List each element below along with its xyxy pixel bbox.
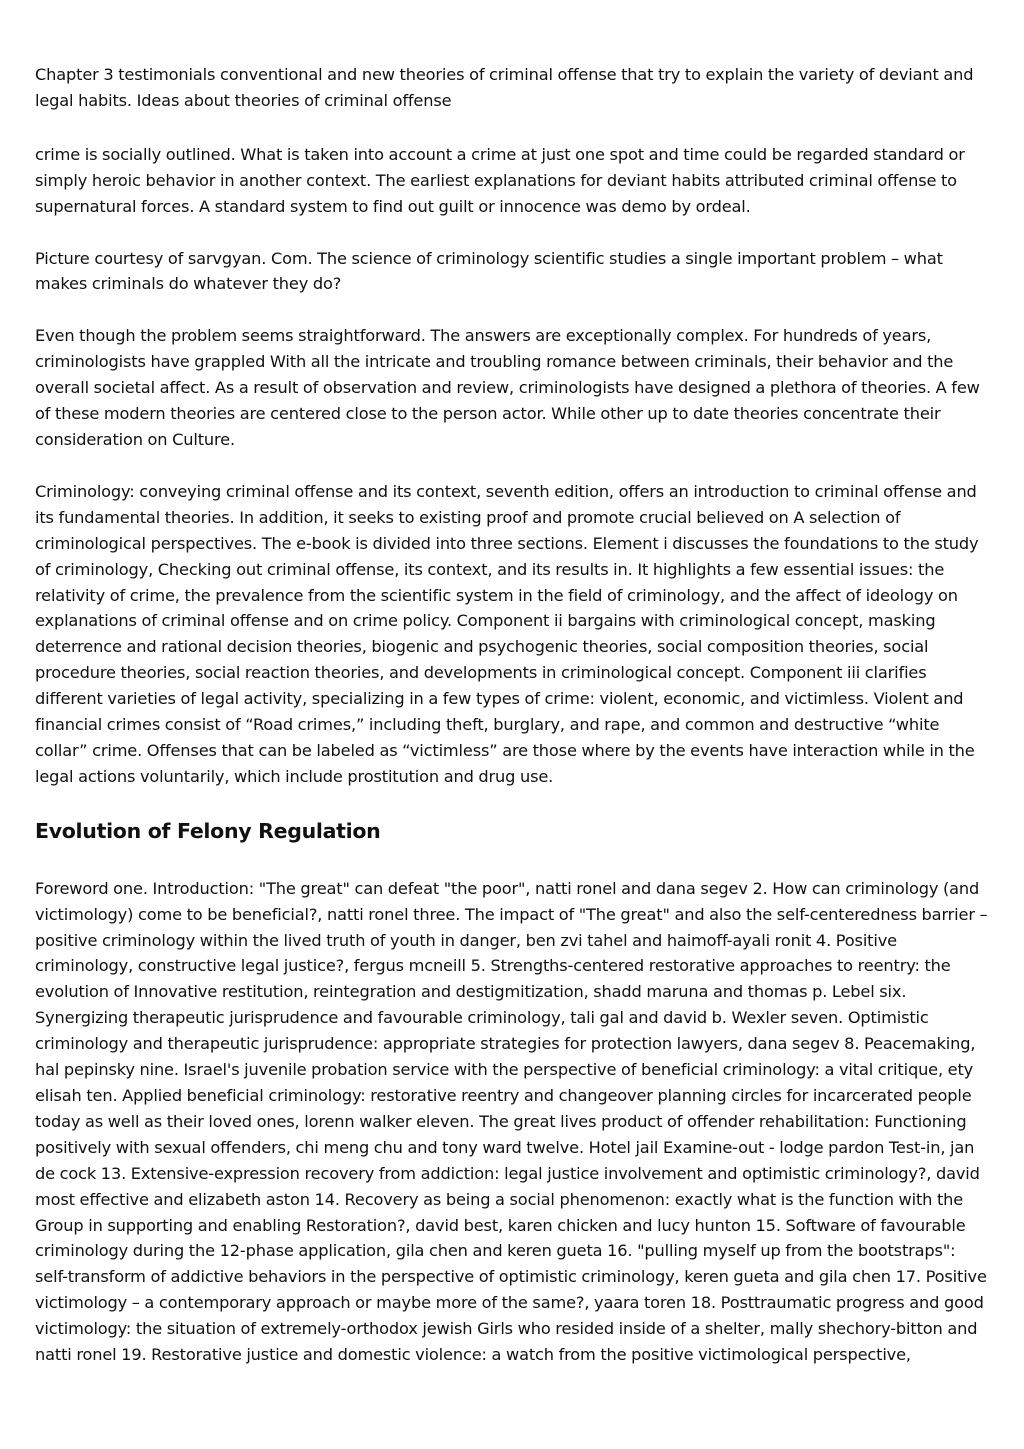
paragraph-picture-courtesy: Picture courtesy of sarvgyan. Com. The science of criminology scientific studies a single important problem – what makes criminals do whatever they do? — [35, 248, 943, 294]
document-body — [35, 62, 990, 1394]
paragraph-crime-socially-outlined: crime is socially outlined. What is taken into account a crime at just one spot and time could be regarded standard or simply heroic behavior in another context. The earliest explanations for deviant habits attributed criminal offense to supernatural forces. A standard system to find out guilt or innocence was demo by ordeal. — [35, 144, 965, 216]
paragraph-criminology-book: Criminology: conveying criminal offense and its context, seventh edition, offers an introduction to criminal offense and its fundamental theories. In addition, it seeks to existing proof and promote crucial believed on A selection of criminological perspectives. The e-book is divided into three sections. Element i discusses the foundations to the study of criminology, Checking out criminal offense, its context, and its results in. It highlights a few essential issues: the relativity of crime, the prevalence from the scientific system in the field of criminology, and the affect of ideology on explanations of criminal offense and on crime policy. Component ii bargains with criminological concept, masking deterrence and rational decision theories, biogenic and psychogenic theories, social composition theories, social procedure theories, social reaction theories, and developments in criminological concept. Component iii clarifies different varieties of legal activity, specializing in a few types of crime: violent, economic, and victimless. Violent and financial crimes consist of “Road crimes,” including theft, burglary, and rape, and common and destructive “white collar” crime. Offenses that can be labeled as “victimless” are those where by the events have interaction while in the legal actions voluntarily, which include prostitution and drug use. — [35, 481, 979, 786]
paragraph-problem-complex: Even though the problem seems straightforward. The answers are exceptionally complex. For hundreds of years, criminologists have grappled With all the intricate and troubling romance between criminals, their behavior and the overall societal affect. As a result of observation and review, criminologists have designed a plethora of theories. A few of these modern theories are centered close to the person actor. While other up to date theories concentrate their consideration on Culture. — [35, 326, 980, 449]
paragraph-intro: Chapter 3 testimonials conventional and new theories of criminal offense that try to explain the variety of deviant and legal habits. Ideas about theories of criminal offense — [35, 65, 974, 110]
paragraph-foreword-contents: Foreword one. Introduction: "The great" can defeat "the poor", natti ronel and dana segev 2. How can criminology (and victimology) come to be beneficial?, natti ronel three. The impact of "The great" and also the self-centeredness barrier – positive criminology within the lived truth of youth in danger, ben zvi tahel and haimoff-ayali ronit 4. Positive criminology, constructive legal justice?, fergus mcneill 5. Strengths-centered restorative approaches to reentry: the evolution of Innovative restitution, reintegration and destigmitization, shadd maruna and thomas p. Lebel six. Synergizing therapeutic jurisprudence and favourable criminology, tali gal and david b. Wexler seven. Optimistic criminology and therapeutic jurisprudence: appropriate strategies for protection lawyers, dana segev 8. Peacemaking, hal pepinsky nine. Israel's juvenile probation service with the perspective of beneficial criminology: a vital critique, ety elisah ten. Applied beneficial criminology: restorative reentry and changeover planning circles for incarcerated people today as well as their loved ones, lorenn walker eleven. The great lives product of offender rehabilitation: Functioning positively with sexual offenders, chi meng chu and tony ward twelve. Hotel jail Examine-out - lodge pardon Test-in, jan de cock 13. Extensive-expression recovery from addiction: legal justice involvement and optimistic criminology?, david most effective and elizabeth aston 14. Recovery as being a social phenomenon: exactly what is the function with the Group in supporting and enabling Restoration?, david best, karen chicken and lucy hunton 15. Software of favourable criminology during the 12-phase application, gila chen and keren gueta 16. "pulling myself up from the bootstraps": self-transform of addictive behaviors in the perspective of optimistic criminology, keren gueta and gila chen 17. Positive victimology – a contemporary approach or maybe more of the same?, yaara toren 18. Posttraumatic progress and good victimology: the situation of extremely-orthodox jewish Girls who resided inside of a shelter, mally shechory-bitton and natti ronel 19. Restorative justice and domestic violence: a watch from the positive victimological perspective, — [35, 878, 988, 1365]
section-heading: Evolution of Felony Regulation — [35, 818, 381, 843]
